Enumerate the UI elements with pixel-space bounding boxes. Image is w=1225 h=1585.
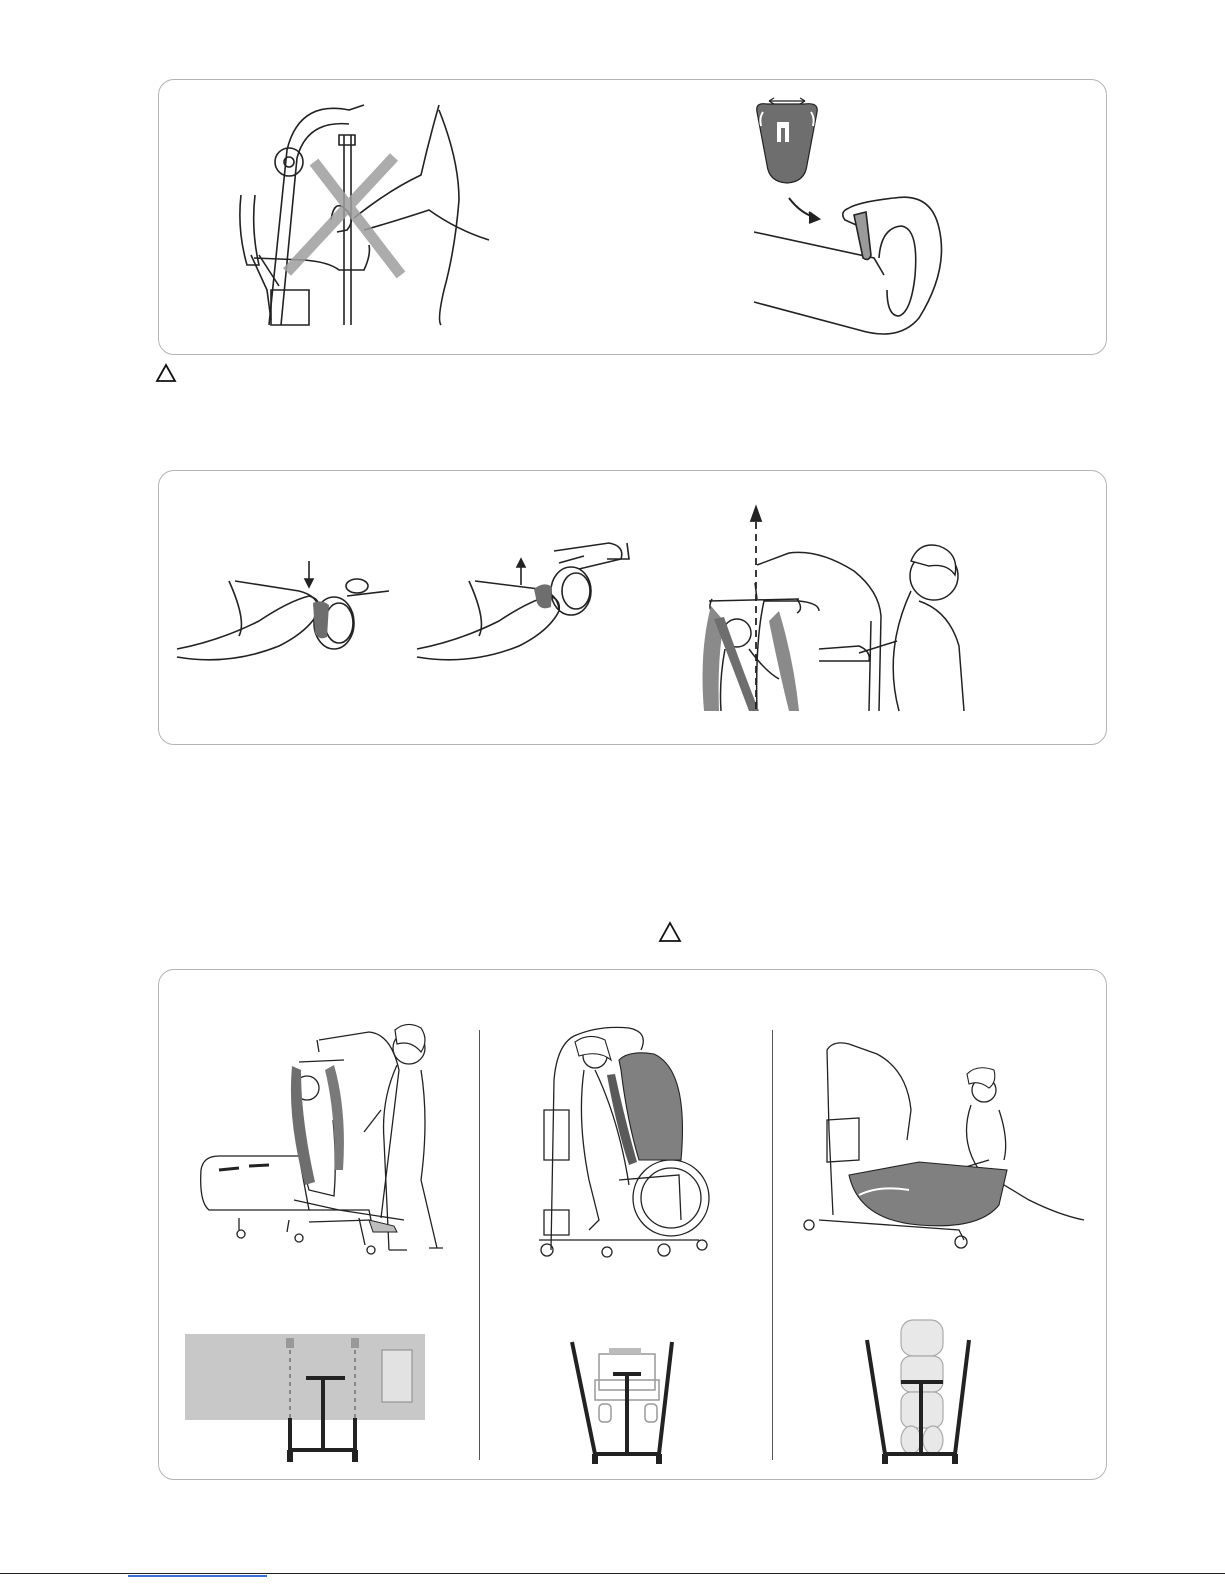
illustration-panel-transfer-positions	[158, 969, 1107, 1480]
illustration-panel-hook-usage	[158, 79, 1107, 355]
base-under-bed-diagram	[185, 1334, 425, 1462]
carry-bar-end-drawing	[754, 197, 942, 334]
arrow-up-icon	[517, 559, 525, 585]
brake-release-drawing	[417, 543, 629, 660]
base-wheelchair-diagram	[572, 1342, 672, 1464]
footer-rule	[0, 1573, 1225, 1574]
brake-engage-drawing	[177, 579, 389, 660]
curved-arrow-icon	[789, 198, 819, 223]
brake-lift-illustration	[159, 471, 1108, 746]
base-floor-diagram	[867, 1320, 969, 1464]
footer-link-underline[interactable]	[128, 1575, 267, 1577]
hook-clip-gauge-icon	[757, 98, 818, 183]
dashed-arrow-up-icon	[751, 507, 761, 709]
arrow-down-icon	[305, 561, 313, 587]
incorrect-hook-use-drawing	[240, 105, 489, 325]
illustration-panel-brakes-lift	[158, 470, 1107, 745]
brake-pedal-released	[534, 584, 552, 608]
hook-illustration	[159, 80, 1108, 356]
brake-pedal-pressed	[313, 601, 329, 638]
transfer-illustrations	[159, 970, 1108, 1481]
bed-transfer-scene	[201, 1032, 443, 1254]
